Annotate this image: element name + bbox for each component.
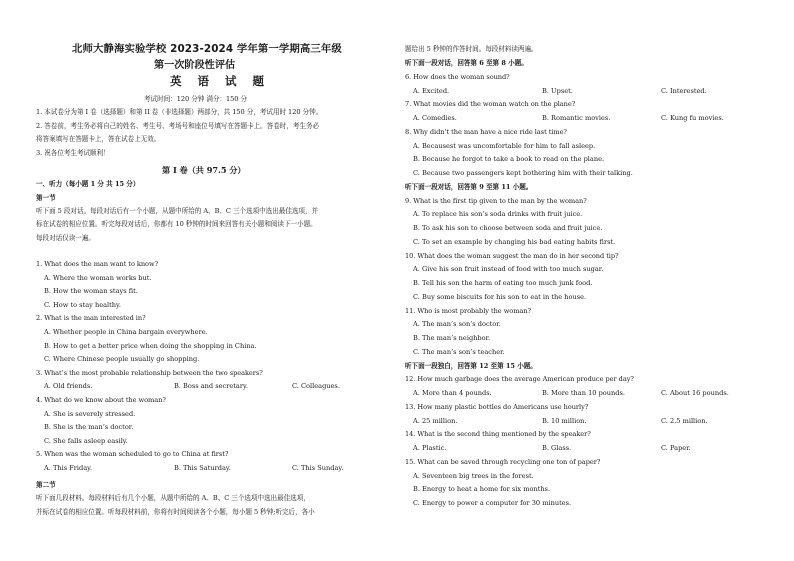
question-stem: 12. How much garbage does the average American produce per day? — [405, 375, 634, 384]
question-stem: 13. How many plastic bottles do Americans use hourly? — [405, 402, 589, 411]
sub-section-2: 第二节 — [36, 481, 56, 489]
note-line: 将答案填写在答题卡上，答在试卷上无效。 — [36, 135, 161, 143]
answer-option: C. Colleagues. — [292, 382, 340, 391]
answer-option: B. How the woman stays fit. — [44, 287, 138, 296]
school-title: 北师大静海实验学校 2023-2024 学年第一学期高三年级 — [72, 43, 342, 55]
exam-title: 第一次阶段性评估 — [154, 60, 236, 71]
answer-option: A. Seventeen big trees in the forest. — [413, 471, 534, 480]
question-stem: 15. What can be saved through recycling one ton of paper? — [405, 457, 601, 466]
exam-time-line: 考试时间：120 分钟 满分：150 分 — [144, 95, 247, 103]
question-stem: 1. What does the man want to know? — [36, 260, 159, 268]
answer-option: A. Old friends. — [44, 382, 93, 391]
instruction-line: 听下面 5 段对话。每段对话后有一个小题，从题中所给的 A、B、C 三个选项中选出最佳选项，并 — [36, 207, 319, 215]
answer-option: A. Whether people in China bargain everywhere. — [44, 328, 208, 336]
answer-option: A. She is severely stressed. — [44, 409, 136, 418]
question-stem: 4. What do we know about the woman? — [36, 396, 166, 404]
instruction-line: 标在试卷的相应位置。听完每段对话后，你都有 10 秒钟的时间来回答有关小题和阅读下一小题。 — [36, 220, 317, 228]
answer-option: B. Upset. — [542, 86, 573, 95]
instruction-line: 听下面几段材料。每段材料后有几个小题，从题中所给的 A、B、C 三个选项中选出最佳选项， — [36, 494, 310, 502]
answer-option: B. Tell his son the harm of eating too much junk food. — [413, 279, 593, 287]
answer-option: A. Where the woman works but. — [44, 273, 152, 282]
answer-option: B. Boss and secretary. — [174, 382, 248, 391]
answer-option: A. The man’s son’s doctor. — [413, 320, 501, 329]
question-stem: 11. Who is most probably the woman? — [405, 306, 531, 315]
part1-title: 第 I 卷（共 97.5 分） — [162, 165, 246, 175]
answer-option: B. The man’s neighbor. — [413, 334, 491, 342]
answer-option: C. How to stay healthy. — [44, 300, 121, 309]
question-stem: 2. What is the man interested in? — [36, 314, 146, 323]
answer-option: B. Glass. — [542, 444, 572, 452]
listening-group-heading: 听下面一段对话，回答第 6 至第 8 小题。 — [405, 59, 528, 67]
answer-option: C. This Sunday. — [292, 464, 344, 472]
answer-option: C. To set an example by changing his bad eating habits first. — [413, 237, 616, 246]
answer-option: A. This Friday. — [44, 464, 93, 472]
answer-option: C. Paper. — [661, 444, 691, 452]
instruction-line: 并标在试卷的相应位置。听每段材料前，你将有时间阅读各个小题，每小题 5 秒钟;听完后，各小 — [36, 508, 315, 516]
answer-option: B. To ask his son to choose between soda and fruit juice. — [413, 224, 603, 232]
listening-group-heading: 听下面一段独白，回答第 12 至第 15 小题。 — [405, 361, 537, 370]
note-line: 2. 答卷前，考生务必将自己的姓名、考生号、考场号和座位号填写在答题卡上。答卷时，考生务必 — [36, 122, 320, 130]
answer-option: B. She is the man’s doctor. — [44, 423, 134, 432]
answer-option: C. Kung fu movies. — [661, 114, 724, 122]
answer-option: A. More than 4 pounds. — [413, 389, 492, 397]
instruction-line: 每段对话仅读一遍。 — [36, 234, 95, 242]
answer-option: C. 2.5 million. — [661, 416, 708, 425]
answer-option: C. Energy to power a computer for 30 minutes. — [413, 499, 572, 507]
answer-option: C. About 16 pounds. — [661, 389, 729, 397]
sub-section-1: 第一节 — [36, 194, 56, 202]
listening-section-title: 一、听力（每小题 1 分 共 15 分） — [36, 180, 140, 188]
answer-option: B. Energy to heat a home for six months. — [413, 485, 551, 494]
answer-option: B. More than 10 pounds. — [542, 389, 625, 397]
subject-title: 英 语 试 题 — [170, 74, 271, 88]
answer-option: C. Because two passengers kept bothering him with their talking. — [413, 169, 633, 177]
question-stem: 10. What does the woman suggest the man do in her second tip? — [405, 251, 619, 260]
answer-option: B. Romantic movies. — [542, 114, 611, 122]
answer-option: A. Becausest was uncomfortable for him to fall asleep. — [413, 141, 596, 150]
question-stem: 6. How does the woman sound? — [405, 72, 510, 81]
answer-option: A. 25 million. — [413, 416, 458, 425]
answer-option: C. Interested. — [661, 86, 707, 95]
answer-option: A. To replace his son’s soda drinks with fruit juice. — [413, 210, 583, 219]
answer-option: A. Excited. — [413, 86, 450, 95]
answer-option: C. The man’s son’s teacher. — [413, 347, 505, 356]
answer-option: C. Where Chinese people usually go shopping. — [44, 355, 200, 364]
question-stem: 7. What movies did the woman watch on the plane? — [405, 100, 576, 109]
answer-option: B. Because he forgot to take a book to read on the plane. — [413, 155, 605, 164]
answer-option: C. She falls asleep easily. — [44, 436, 128, 445]
note-line: 1. 本试卷分为第 I 卷（选择题）和第 II 卷（非选择题）两部分，共 150 分，考试用时 120 分钟。 — [36, 108, 323, 116]
question-stem: 3. What’s the most probable relationship between the two speakers? — [36, 368, 263, 377]
question-stem: 5. When was the woman scheduled to go to China at first? — [36, 450, 229, 459]
question-stem: 14. What is the second thing mentioned by the speaker? — [405, 430, 591, 439]
question-stem: 8. Why didn’t the man have a nice ride last time? — [405, 127, 567, 136]
listening-group-heading: 听下面一段对话，回答第 9 至第 11 小题。 — [405, 182, 533, 191]
answer-option: A. Plastic. — [413, 444, 447, 452]
answer-option: B. How to get a better price when doing the shopping in China. — [44, 341, 257, 350]
question-stem: 9. What is the first tip given to the man by the woman? — [405, 196, 587, 205]
answer-option: A. Comedies. — [413, 114, 457, 122]
answer-option: B. This Saturday. — [174, 464, 231, 472]
answer-option: B. 10 million. — [542, 416, 587, 425]
answer-option: C. Buy some biscuits for his son to eat in the house. — [413, 292, 587, 301]
answer-option: A. Give his son fruit instead of food with too much sugar. — [413, 265, 604, 274]
continued-instruction: 题给出 5 秒钟的作答时间。每段材料读两遍。 — [405, 45, 538, 53]
note-line: 3. 祝各位考生考试顺利！ — [36, 149, 110, 157]
